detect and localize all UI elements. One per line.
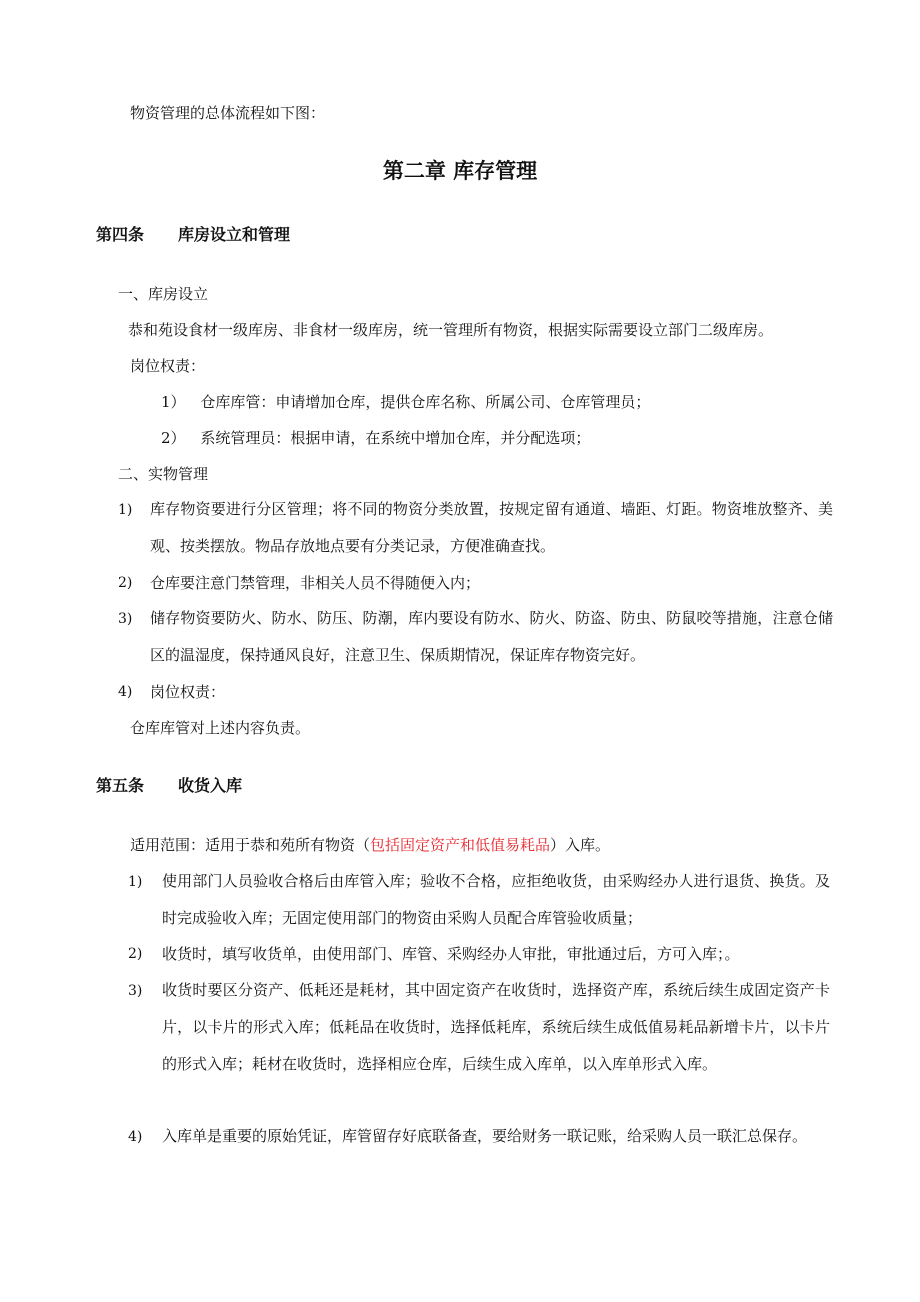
article5-heading xyxy=(96,775,242,797)
closing-text: 仓库库管对上述内容负责。 xyxy=(130,719,311,737)
section1-text: 恭和苑设食材一级库房、非食材一级库房，统一管理所有物资，根据实际需要设立部门二级库房。 xyxy=(128,321,774,339)
list-item-text: 仓库要注意门禁管理，非相关人员不得随便入内； xyxy=(150,574,481,592)
article4-number: 第四条 xyxy=(96,225,145,244)
list-item-text: 岗位权责： xyxy=(150,683,226,701)
list-item-text: 收货时要区分资产、低耗还是耗材，其中固定资产在收货时，选择资产库，系统后续生成固定资产卡片，以卡片的形式入库；低耗品在收货时，选择低耗库，系统后续生成低值易耗品新增卡片，以卡片的形式入库；耗材在收货时，选择相应仓库，后续生成入库单，以入库单形式入库。 xyxy=(162,981,830,1073)
list-item-number: 2) xyxy=(118,575,133,591)
intro-text: 物资管理的总体流程如下图： xyxy=(130,104,326,122)
list-item-number: 4) xyxy=(118,684,133,700)
list-item-text: 收货时，填写收货单，由使用部门、库管、采购经办人审批，审批通过后，方可入库；。 xyxy=(162,945,740,963)
duty-text: 系统管理员：根据申请，在系统中增加仓库，并分配选项； xyxy=(200,429,591,447)
chapter-title: 第二章 库存管理 xyxy=(382,159,538,183)
list-item-number: 4) xyxy=(128,1129,143,1145)
article4-title: 库房设立和管理 xyxy=(178,225,291,244)
article5-number: 第五条 xyxy=(96,776,145,795)
list-item-text: 使用部门人员验收合格后由库管入库；验收不合格，应拒绝收货，由采购经办人进行退货、换货。及时完成验收入库；无固定使用部门的物资由采购人员配合库管验收质量； xyxy=(162,872,830,927)
duty-item xyxy=(161,428,590,448)
list-item-number: 2) xyxy=(128,946,143,962)
list-item-number: 1) xyxy=(128,874,143,890)
article4-heading xyxy=(96,224,290,246)
duty-label: 岗位权责： xyxy=(130,357,206,375)
duty-number: 2） xyxy=(161,429,186,447)
section2-heading: 二、实物管理 xyxy=(118,465,209,483)
list-item-text: 入库单是重要的原始凭证，库管留存好底联备查，要给财务一联记账，给采购人员一联汇总保存。 xyxy=(162,1127,808,1145)
article5-title: 收货入库 xyxy=(178,776,243,795)
scope-text xyxy=(130,835,610,855)
scope-prefix: 适用范围：适用于恭和苑所有物资（ xyxy=(130,836,371,854)
section1-heading: 一、库房设立 xyxy=(118,285,209,303)
list-item-number: 1) xyxy=(118,502,133,518)
scope-highlight: 包括固定资产和低值易耗品 xyxy=(370,836,551,854)
duty-number: 1） xyxy=(161,393,186,411)
list-item-number: 3) xyxy=(118,611,133,627)
list-item-number: 3) xyxy=(128,983,143,999)
duty-text: 仓库库管：申请增加仓库，提供仓库名称、所属公司、仓库管理员； xyxy=(200,393,651,411)
duty-item xyxy=(161,392,650,412)
list-item-text: 储存物资要防火、防水、防压、防潮，库内要设有防水、防火、防盗、防虫、防鼠咬等措施，注意仓储区的温湿度，保持通风良好，注意卫生、保质期情况，保证库存物资完好。 xyxy=(150,609,833,664)
list-item-text: 库存物资要进行分区管理；将不同的物资分类放置，按规定留有通道、墙距、灯距。物资堆放整齐、美观、按类摆放。物品存放地点要有分类记录，方便准确查找。 xyxy=(150,500,833,555)
scope-suffix: ）入库。 xyxy=(550,836,611,854)
